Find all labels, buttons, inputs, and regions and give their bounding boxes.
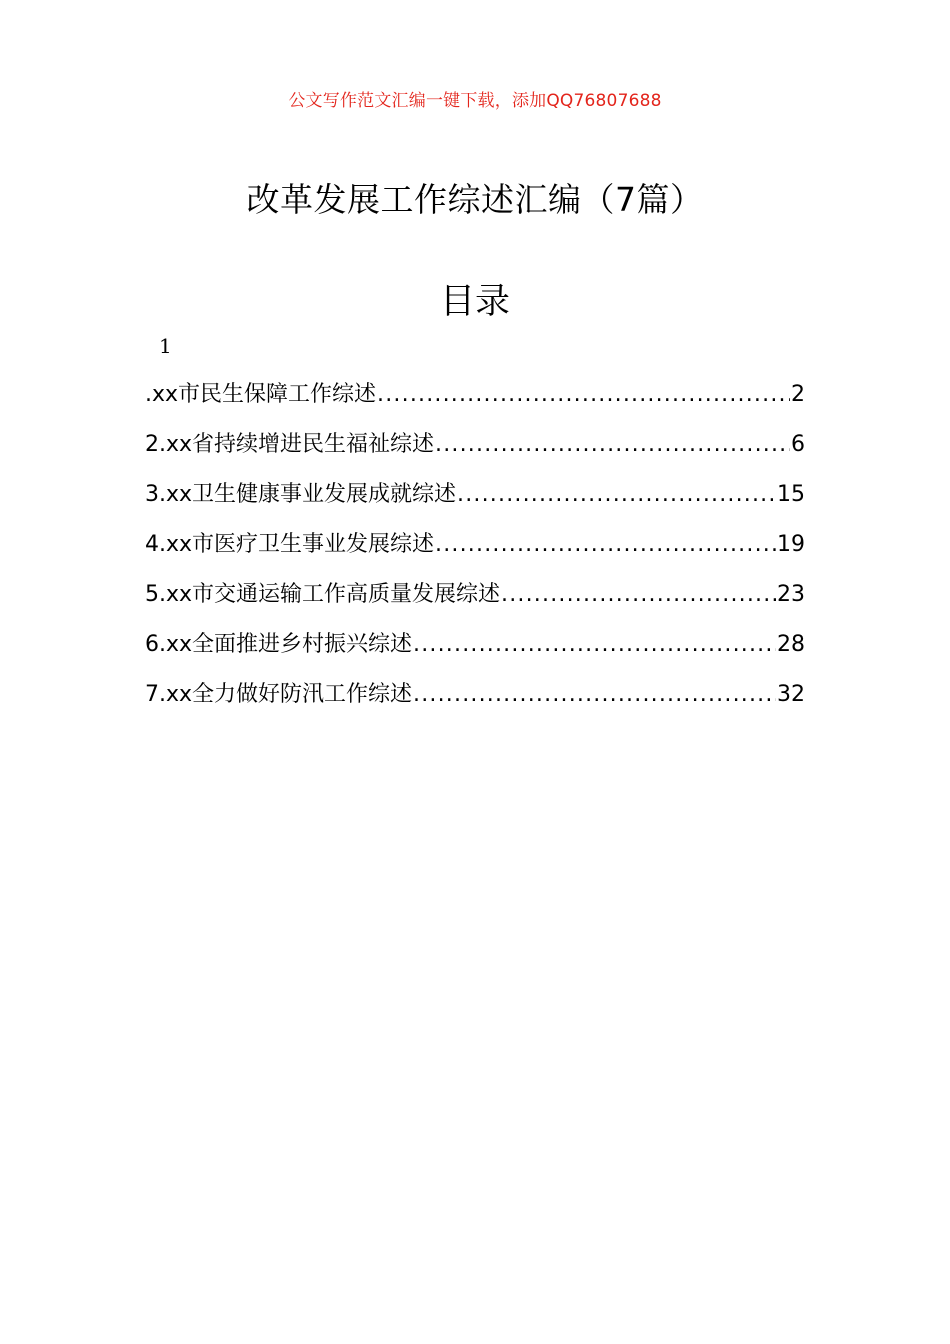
toc-entry-title: .xx市民生保障工作综述: [145, 382, 377, 407]
toc-page-number: 15: [777, 482, 805, 507]
toc-leader-dots: [413, 682, 776, 707]
toc-heading: 目录: [439, 282, 510, 322]
toc-leader-dots: [435, 532, 776, 557]
toc-entry-title: 4.xx市医疗卫生事业发展综述: [145, 532, 435, 557]
table-of-contents: [145, 377, 805, 727]
toc-entry-4[interactable]: [145, 527, 805, 577]
document-title: 改革发展工作综述汇编（7篇）: [246, 180, 704, 219]
toc-entry-3[interactable]: [145, 477, 805, 527]
toc-leader-dots: [413, 632, 776, 657]
toc-entry-title: 2.xx省持续增进民生福祉综述: [145, 432, 435, 457]
toc-entry-title: 6.xx全面推进乡村振兴综述: [145, 632, 413, 657]
toc-page-number: 32: [777, 682, 805, 707]
toc-entry-5[interactable]: [145, 577, 805, 627]
toc-entry-title: 5.xx市交通运输工作高质量发展综述: [145, 582, 501, 607]
toc-page-number: 28: [777, 632, 805, 657]
toc-leader-dots: [377, 382, 790, 407]
toc-page-number: 23: [777, 582, 805, 607]
toc-entry-2[interactable]: [145, 427, 805, 477]
toc-entry-title: 3.xx卫生健康事业发展成就综述: [145, 482, 457, 507]
toc-leader-dots: [435, 432, 790, 457]
toc-entry-6[interactable]: [145, 627, 805, 677]
toc-page-number: 2: [791, 382, 805, 407]
toc-page-number: 19: [777, 532, 805, 557]
toc-page-number: 6: [791, 432, 805, 457]
toc-leader-dots: [501, 582, 776, 607]
toc-entry-1[interactable]: [145, 377, 805, 427]
list-number-fragment: 1: [159, 334, 172, 358]
download-banner: 公文写作范文汇编一键下载，添加QQ76807688: [288, 91, 662, 111]
toc-entry-title: 7.xx全力做好防汛工作综述: [145, 682, 413, 707]
toc-entry-7[interactable]: [145, 677, 805, 727]
toc-leader-dots: [457, 482, 776, 507]
